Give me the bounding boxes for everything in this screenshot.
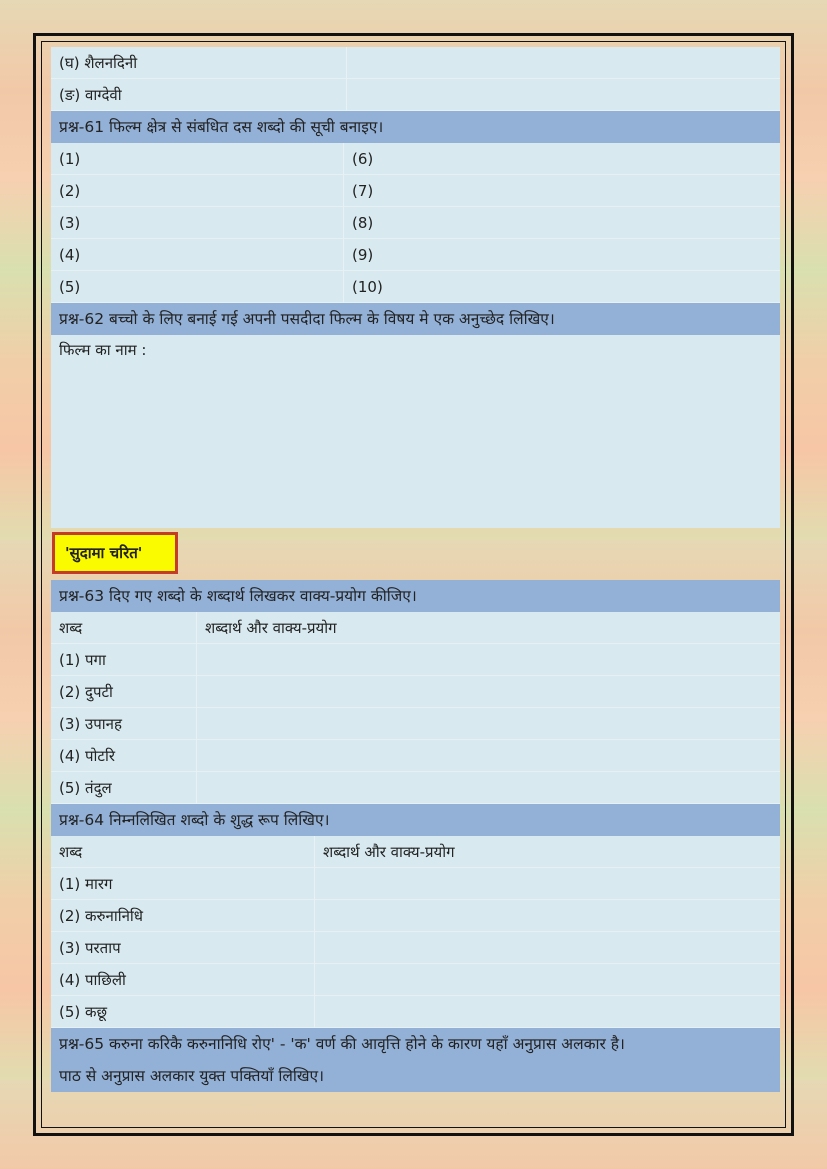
list-number[interactable]: (7) <box>343 175 780 207</box>
list-row <box>51 271 780 303</box>
option-row <box>51 47 780 79</box>
answer-cell[interactable] <box>196 676 780 708</box>
answer-cell[interactable] <box>314 868 780 900</box>
answer-cell[interactable] <box>346 79 780 111</box>
question-64: प्रश्न-64 निम्नलिखित शब्दो के शुद्ध रूप लिखिए। <box>51 804 780 836</box>
question-61: प्रश्न-61 फिल्म क्षेत्र से संबधित दस शब्दो की सूची बनाइए। <box>51 111 780 143</box>
list-row <box>51 239 780 271</box>
list-row <box>51 207 780 239</box>
answer-cell[interactable] <box>314 932 780 964</box>
question-63: प्रश्न-63 दिए गए शब्दो के शब्दार्थ लिखकर वाक्य-प्रयोग कीजिए। <box>51 580 780 612</box>
film-name-label: फिल्म का नाम : <box>59 341 147 359</box>
list-number[interactable]: (3) <box>59 214 81 232</box>
list-row <box>51 143 780 175</box>
list-number[interactable]: (5) <box>59 278 81 296</box>
question-65-line2: पाठ से अनुप्रास अलकार युक्त पक्तियाँ लिखिए। <box>51 1060 780 1092</box>
word-cell: (2) करुनानिधि <box>59 907 144 925</box>
column-header-word: शब्द <box>59 619 83 637</box>
option-text: (घ) शैलनदिनी <box>59 54 138 72</box>
table-row <box>51 964 780 996</box>
answer-cell[interactable] <box>196 708 780 740</box>
list-row <box>51 175 780 207</box>
list-number[interactable]: (9) <box>343 239 780 271</box>
answer-cell[interactable] <box>346 47 780 79</box>
answer-cell[interactable] <box>314 996 780 1028</box>
list-number[interactable]: (1) <box>59 150 81 168</box>
list-number[interactable]: (4) <box>59 246 81 264</box>
word-cell: (2) दुपटी <box>59 683 113 701</box>
list-number[interactable]: (10) <box>343 271 780 303</box>
table-row <box>51 644 780 676</box>
answer-cell[interactable] <box>314 900 780 932</box>
answer-cell[interactable] <box>196 740 780 772</box>
word-cell: (3) परताप <box>59 939 121 957</box>
paragraph-answer-area[interactable] <box>51 335 780 528</box>
option-row <box>51 79 780 111</box>
word-cell: (5) तंदुल <box>59 779 112 797</box>
list-number[interactable]: (8) <box>343 207 780 239</box>
table-row <box>51 676 780 708</box>
word-cell: (4) पाछिली <box>59 971 126 989</box>
section-gap <box>51 528 780 580</box>
option-text: (ङ) वाग्देवी <box>59 86 122 104</box>
question-62: प्रश्न-62 बच्चो के लिए बनाई गई अपनी पसदीदा फिल्म के विषय मे एक अनुच्छेद लिखिए। <box>51 303 780 335</box>
table-header <box>51 612 780 644</box>
table-row <box>51 708 780 740</box>
table-row <box>51 996 780 1028</box>
section-title: 'सुदामा चरित' <box>52 532 178 574</box>
list-number[interactable]: (6) <box>343 143 780 175</box>
column-header-meaning: शब्दार्थ और वाक्य-प्रयोग <box>314 836 780 868</box>
answer-cell[interactable] <box>196 772 780 804</box>
table-row <box>51 900 780 932</box>
table-row <box>51 868 780 900</box>
table-header <box>51 836 780 868</box>
column-header-word: शब्द <box>59 843 83 861</box>
table-row <box>51 932 780 964</box>
table-row <box>51 772 780 804</box>
word-cell: (4) पोटरि <box>59 747 116 765</box>
list-number[interactable]: (2) <box>59 182 81 200</box>
word-cell: (3) उपानह <box>59 715 122 733</box>
question-65-line1: प्रश्न-65 करुना करिकै करुनानिधि रोए' - 'क' वर्ण की आवृत्ति होने के कारण यहाँ अनुप्रास अलकार है। <box>51 1028 780 1060</box>
answer-cell[interactable] <box>314 964 780 996</box>
word-cell: (1) पगा <box>59 651 106 669</box>
word-cell: (5) कछू <box>59 1003 108 1021</box>
column-header-meaning: शब्दार्थ और वाक्य-प्रयोग <box>196 612 780 644</box>
answer-cell[interactable] <box>196 644 780 676</box>
table-row <box>51 740 780 772</box>
worksheet <box>51 47 780 1092</box>
word-cell: (1) मारग <box>59 875 113 893</box>
